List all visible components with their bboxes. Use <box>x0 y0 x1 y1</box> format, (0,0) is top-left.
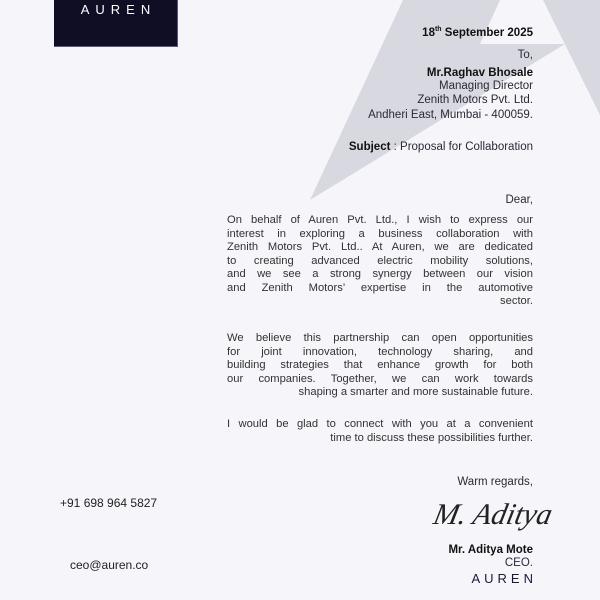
date-month-year: September 2025 <box>444 26 533 39</box>
subject-line <box>349 140 533 154</box>
paragraph-line: On behalf of Auren Pvt. Ltd., I wish to express our <box>227 214 533 226</box>
sender-title: CEO. <box>504 557 533 569</box>
paragraph-line: building strategies that enhance growth for both <box>227 359 533 371</box>
paragraph-1 <box>227 214 533 309</box>
paragraph-2 <box>227 332 533 400</box>
subject-text: : Proposal for Collaboration <box>390 141 533 153</box>
paragraph-line: interest in exploring a business collaboration with <box>227 227 533 240</box>
contact-phone: +91 698 964 5827 <box>60 496 158 510</box>
sender-company: AUREN <box>471 571 537 586</box>
paragraph-line: our companies. Together, we can work towards <box>227 372 533 385</box>
contact-email[interactable]: ceo@auren.co <box>70 558 149 572</box>
date-suffix: th <box>434 26 442 33</box>
paragraph-line: and Zenith Motors’ expertise in the automotive <box>227 281 533 294</box>
paragraph-line: We believe this partnership can open opportunities <box>227 332 533 344</box>
logo-text: AUREN <box>80 2 157 17</box>
paragraph-line: shaping a smarter and more sustainable future. <box>298 386 533 398</box>
paragraph-line: sector. <box>500 295 533 307</box>
recipient-company: Zenith Motors Pvt. Ltd. <box>417 94 533 106</box>
greeting: Dear, <box>505 194 533 206</box>
closing: Warm regards, <box>457 476 533 488</box>
paragraph-line: and we see a strong synergy between our vision <box>227 268 533 280</box>
a-shape-right-stroke <box>543 0 600 115</box>
paragraph-line: I would be glad to connect with you at a convenient <box>227 418 533 430</box>
recipient-address: Andheri East, Mumbai - 400059. <box>368 109 533 121</box>
letter-date <box>422 23 533 40</box>
paragraph-line: for joint innovation, technology sharing, and <box>227 345 533 358</box>
recipient-name: Mr.Raghav Bhosale <box>426 67 533 79</box>
signature: M. Aditya <box>430 498 556 531</box>
recipient-title: Managing Director <box>439 80 533 92</box>
paragraph-3 <box>227 418 533 445</box>
logo <box>54 0 178 47</box>
paragraph-line: Zenith Motors Pvt. Ltd.. At Auren, we are dedicated <box>227 241 533 253</box>
to-label: To, <box>517 49 533 61</box>
paragraph-line: time to discuss these possibilities further. <box>330 431 533 444</box>
date-day: 18 <box>422 26 435 39</box>
paragraph-line: to creating advanced electric mobility solutions, <box>227 254 533 267</box>
subject-label: Subject <box>348 141 391 153</box>
sender-name: Mr. Aditya Mote <box>448 544 533 556</box>
